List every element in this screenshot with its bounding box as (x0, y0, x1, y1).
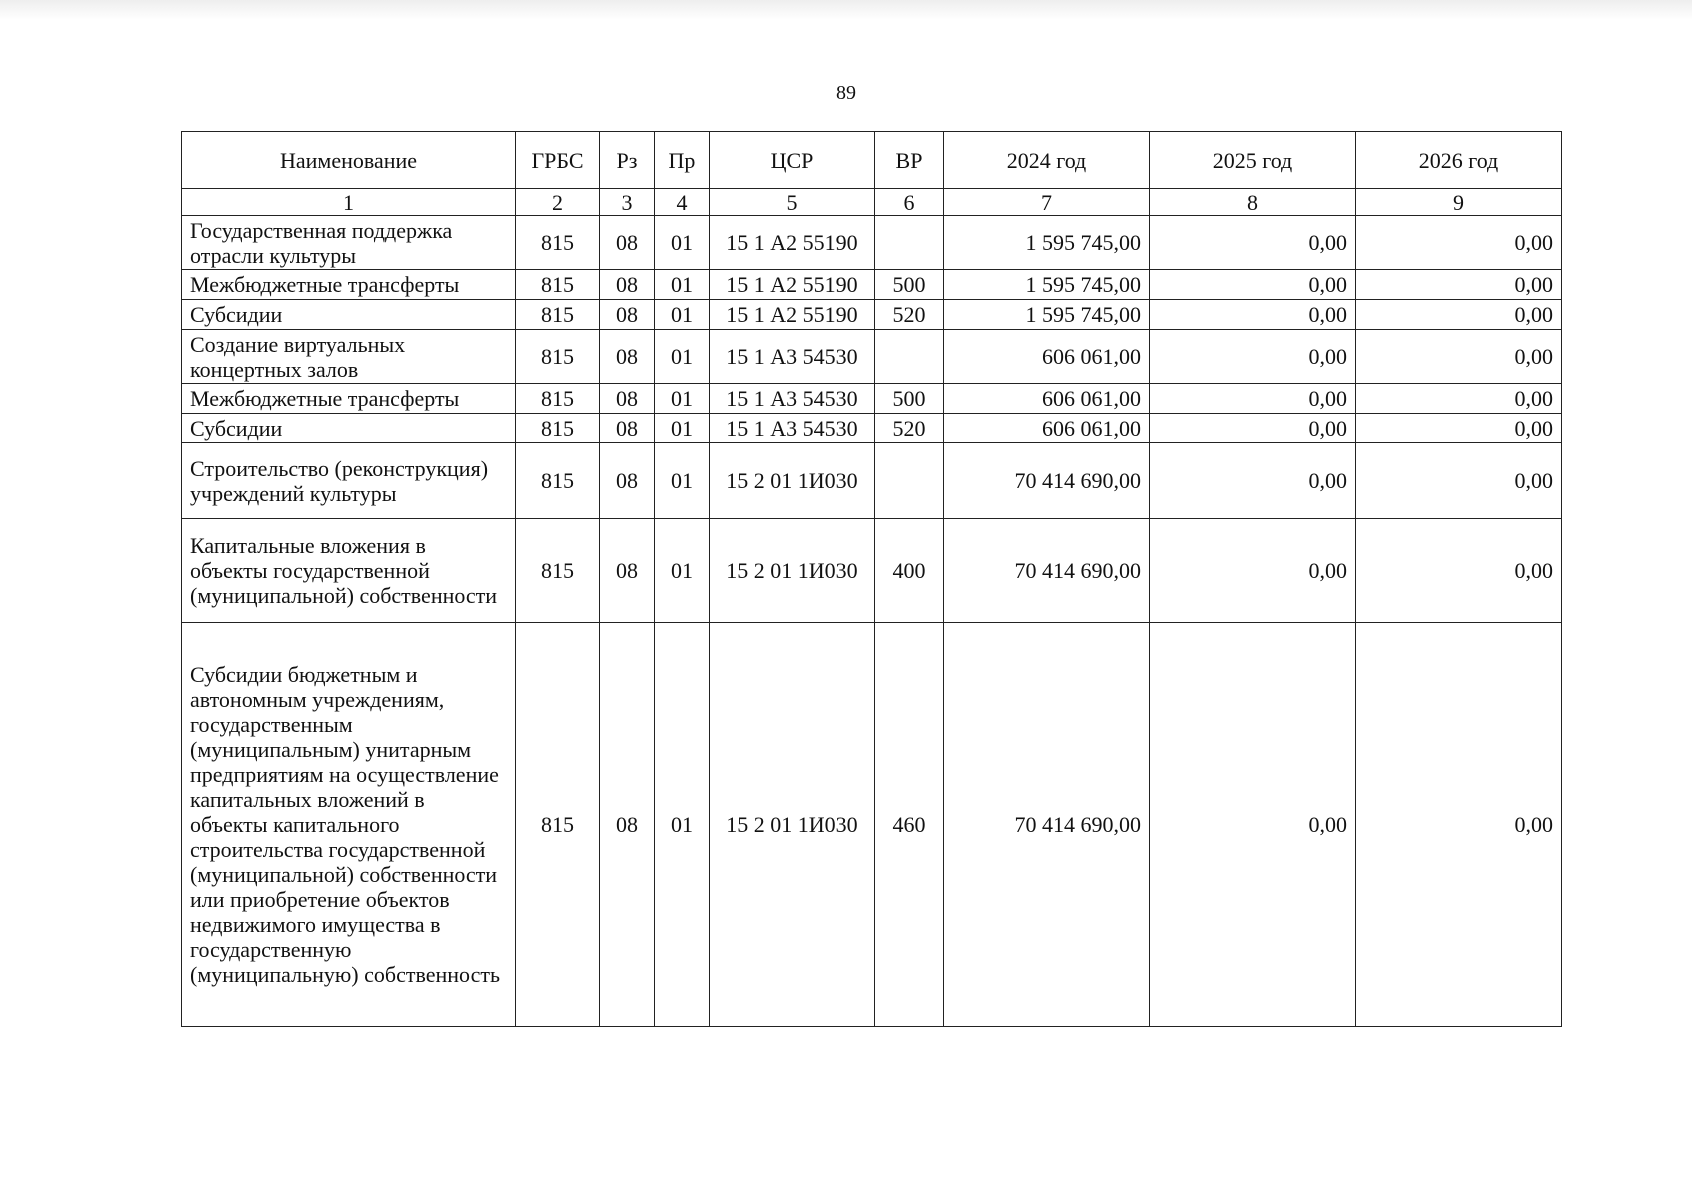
cell-name: Капитальные вложения в объекты государственной (муниципальной) собственности (182, 519, 516, 623)
table-row (182, 414, 1562, 443)
cell-2025: 0,00 (1150, 270, 1356, 300)
cell-2024: 1 595 745,00 (944, 270, 1150, 300)
cell-vr: 500 (875, 384, 944, 414)
cell-2025: 0,00 (1150, 443, 1356, 519)
cell-2025: 0,00 (1150, 623, 1356, 1027)
cell-2026: 0,00 (1356, 623, 1562, 1027)
cell-rz: 08 (600, 623, 655, 1027)
cell-2026: 0,00 (1356, 330, 1562, 384)
cell-2025: 0,00 (1150, 384, 1356, 414)
cell-csr: 15 1 А3 54530 (710, 384, 875, 414)
table-row (182, 330, 1562, 384)
cell-name: Строительство (реконструкция) учреждений культуры (182, 443, 516, 519)
cell-pr: 01 (655, 519, 710, 623)
header-rz: Рз (600, 132, 655, 189)
column-number: 7 (944, 189, 1150, 216)
page-number: 89 (836, 82, 856, 104)
table-row (182, 623, 1562, 1027)
cell-grbs: 815 (516, 384, 600, 414)
cell-2025: 0,00 (1150, 519, 1356, 623)
cell-2026: 0,00 (1356, 384, 1562, 414)
cell-grbs: 815 (516, 414, 600, 443)
cell-vr (875, 443, 944, 519)
cell-name: Межбюджетные трансферты (182, 270, 516, 300)
table-row (182, 270, 1562, 300)
column-number: 1 (182, 189, 516, 216)
cell-2024: 1 595 745,00 (944, 300, 1150, 330)
table-row (182, 443, 1562, 519)
cell-pr: 01 (655, 330, 710, 384)
cell-rz: 08 (600, 270, 655, 300)
cell-grbs: 815 (516, 623, 600, 1027)
cell-vr: 400 (875, 519, 944, 623)
cell-name: Субсидии (182, 300, 516, 330)
cell-pr: 01 (655, 270, 710, 300)
cell-rz: 08 (600, 300, 655, 330)
cell-2024: 606 061,00 (944, 414, 1150, 443)
cell-2024: 606 061,00 (944, 330, 1150, 384)
cell-2024: 606 061,00 (944, 384, 1150, 414)
cell-vr: 460 (875, 623, 944, 1027)
header-2024: 2024 год (944, 132, 1150, 189)
cell-csr: 15 1 А2 55190 (710, 216, 875, 270)
cell-pr: 01 (655, 216, 710, 270)
column-number: 9 (1356, 189, 1562, 216)
cell-2025: 0,00 (1150, 300, 1356, 330)
cell-csr: 15 1 А3 54530 (710, 330, 875, 384)
cell-2025: 0,00 (1150, 330, 1356, 384)
cell-csr: 15 1 А2 55190 (710, 300, 875, 330)
cell-rz: 08 (600, 216, 655, 270)
cell-name: Государственная поддержка отрасли культуры (182, 216, 516, 270)
cell-2024: 1 595 745,00 (944, 216, 1150, 270)
cell-2025: 0,00 (1150, 414, 1356, 443)
column-number: 5 (710, 189, 875, 216)
header-csr: ЦСР (710, 132, 875, 189)
table-row (182, 384, 1562, 414)
cell-name: Создание виртуальных концертных залов (182, 330, 516, 384)
cell-2025: 0,00 (1150, 216, 1356, 270)
header-pr: Пр (655, 132, 710, 189)
cell-vr (875, 330, 944, 384)
cell-2026: 0,00 (1356, 519, 1562, 623)
cell-grbs: 815 (516, 270, 600, 300)
budget-table (181, 131, 1562, 1027)
header-grbs: ГРБС (516, 132, 600, 189)
cell-2024: 70 414 690,00 (944, 443, 1150, 519)
cell-pr: 01 (655, 414, 710, 443)
cell-csr: 15 2 01 1И030 (710, 623, 875, 1027)
column-number: 6 (875, 189, 944, 216)
cell-pr: 01 (655, 443, 710, 519)
cell-grbs: 815 (516, 443, 600, 519)
column-number: 2 (516, 189, 600, 216)
cell-pr: 01 (655, 384, 710, 414)
cell-2026: 0,00 (1356, 443, 1562, 519)
column-number: 4 (655, 189, 710, 216)
header-row (182, 132, 1562, 189)
cell-csr: 15 1 А2 55190 (710, 270, 875, 300)
cell-rz: 08 (600, 330, 655, 384)
cell-vr: 520 (875, 300, 944, 330)
scan-edge (0, 0, 1692, 20)
header-vr: ВР (875, 132, 944, 189)
cell-grbs: 815 (516, 300, 600, 330)
cell-rz: 08 (600, 443, 655, 519)
cell-csr: 15 2 01 1И030 (710, 519, 875, 623)
table-row (182, 216, 1562, 270)
cell-csr: 15 2 01 1И030 (710, 443, 875, 519)
cell-csr: 15 1 А3 54530 (710, 414, 875, 443)
cell-vr: 520 (875, 414, 944, 443)
cell-vr: 500 (875, 270, 944, 300)
column-number: 3 (600, 189, 655, 216)
cell-grbs: 815 (516, 330, 600, 384)
cell-grbs: 815 (516, 216, 600, 270)
header-2025: 2025 год (1150, 132, 1356, 189)
cell-2026: 0,00 (1356, 216, 1562, 270)
cell-2024: 70 414 690,00 (944, 623, 1150, 1027)
cell-name: Субсидии бюджетным и автономным учреждениям, государственным (муниципальным) унитарным предприятиям на осуществление капитальных вложений в объекты капитального строительства государственной (муниципальной) собственности или приобретение объектов недвижимого имущества в государственную (муниципальную) собственность (182, 623, 516, 1027)
column-number-row (182, 189, 1562, 216)
cell-vr (875, 216, 944, 270)
cell-2026: 0,00 (1356, 270, 1562, 300)
column-number: 8 (1150, 189, 1356, 216)
table-row (182, 300, 1562, 330)
cell-rz: 08 (600, 384, 655, 414)
cell-2026: 0,00 (1356, 300, 1562, 330)
cell-pr: 01 (655, 623, 710, 1027)
table-row (182, 519, 1562, 623)
cell-name: Межбюджетные трансферты (182, 384, 516, 414)
cell-grbs: 815 (516, 519, 600, 623)
cell-2026: 0,00 (1356, 414, 1562, 443)
header-2026: 2026 год (1356, 132, 1562, 189)
cell-rz: 08 (600, 414, 655, 443)
cell-name: Субсидии (182, 414, 516, 443)
header-name: Наименование (182, 132, 516, 189)
cell-rz: 08 (600, 519, 655, 623)
cell-2024: 70 414 690,00 (944, 519, 1150, 623)
cell-pr: 01 (655, 300, 710, 330)
